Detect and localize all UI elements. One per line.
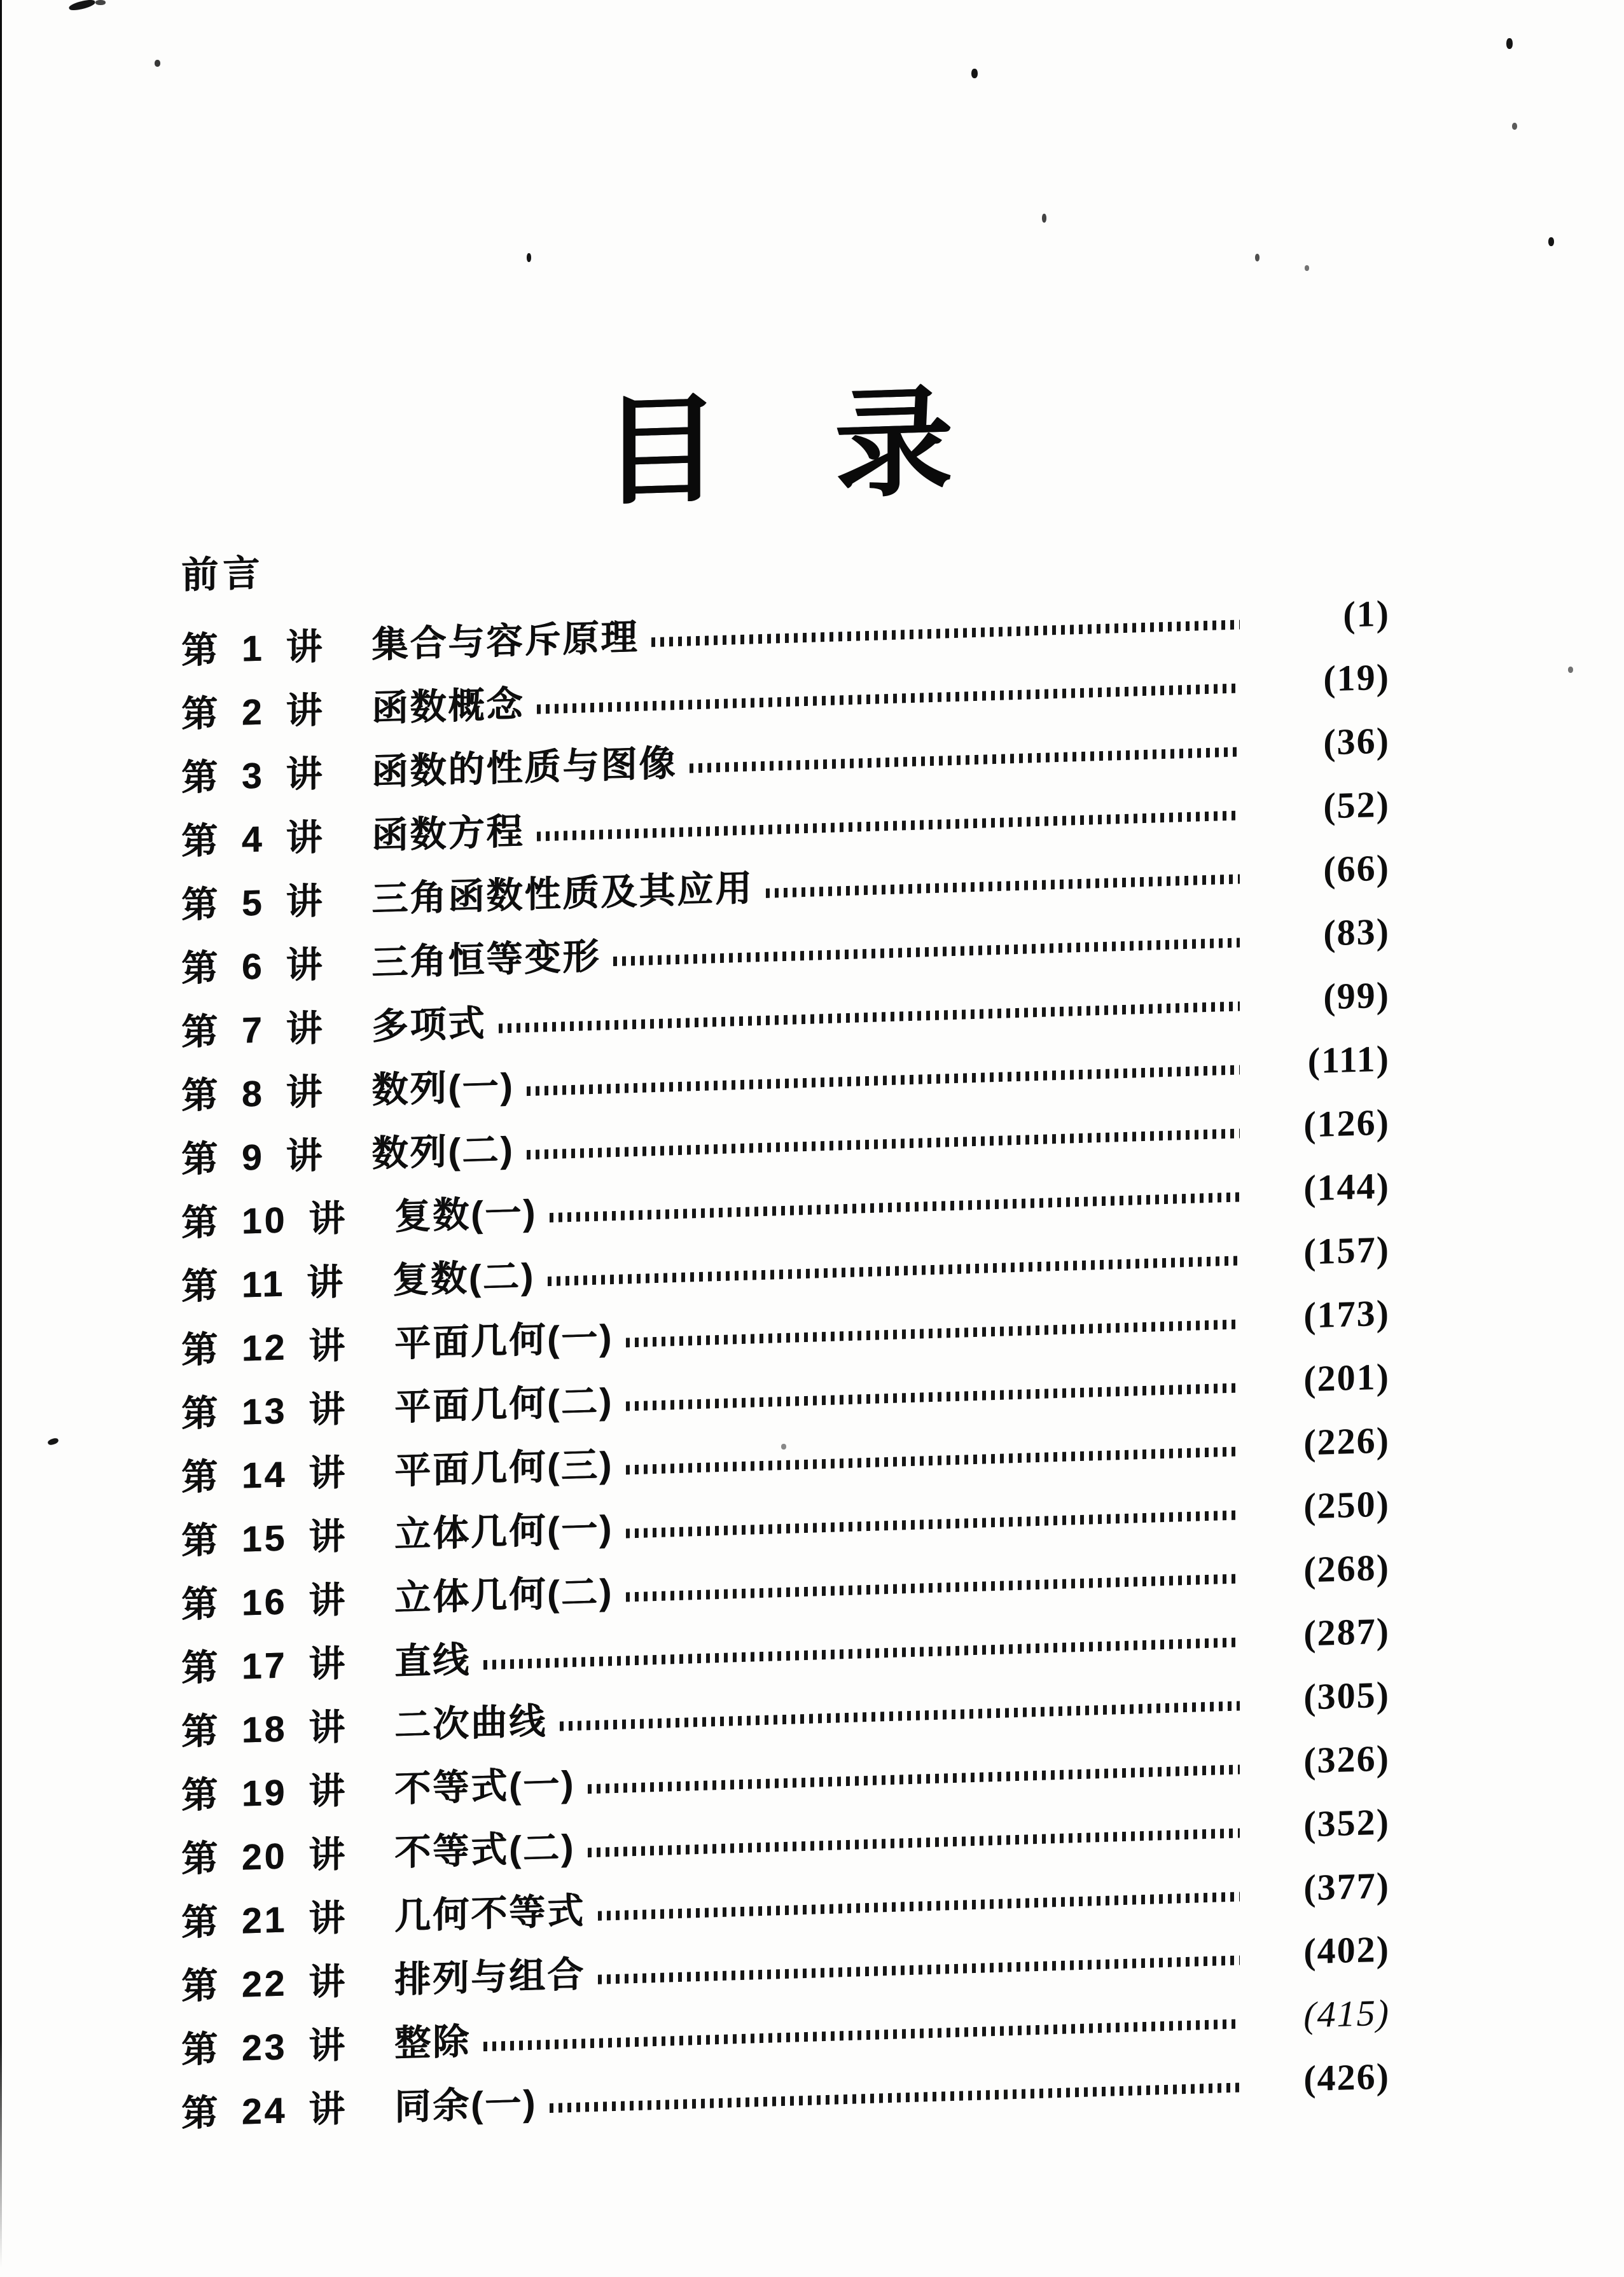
toc-entry-title: 同余(一) bbox=[394, 2082, 538, 2128]
toc-entry-label: 第 1 讲 bbox=[181, 626, 325, 672]
toc-entry-page: (99) bbox=[1323, 974, 1390, 1018]
dot-leader bbox=[613, 938, 1240, 966]
toc-entry-label: 第 20 讲 bbox=[181, 1834, 348, 1880]
dot-leader bbox=[537, 683, 1240, 714]
dot-leader bbox=[537, 810, 1240, 841]
toc-entry-label: 第 17 讲 bbox=[181, 1643, 348, 1689]
ink-speck bbox=[1512, 123, 1517, 130]
toc-entry-title: 立体几何(二) bbox=[394, 1572, 614, 1619]
toc-entry-title: 排列与组合 bbox=[394, 1954, 586, 2001]
toc-entry-label: 第 7 讲 bbox=[181, 1007, 325, 1053]
ink-speck bbox=[155, 60, 160, 67]
toc-entry-page: (250) bbox=[1303, 1483, 1390, 1527]
toc-entry-page: (226) bbox=[1303, 1419, 1390, 1464]
toc-entry-title: 三角恒等变形 bbox=[371, 936, 601, 984]
toc-entry-title: 几何不等式 bbox=[394, 1890, 586, 1937]
dot-leader bbox=[626, 1383, 1240, 1411]
toc-entry-page: (144) bbox=[1303, 1165, 1390, 1209]
toc-entry-label: 第 9 讲 bbox=[181, 1135, 325, 1180]
ink-speck bbox=[1548, 237, 1554, 246]
dot-leader bbox=[626, 1319, 1240, 1347]
toc-entry-label: 第 12 讲 bbox=[181, 1325, 348, 1371]
preface-label: 前言 bbox=[181, 552, 265, 597]
toc-entry-page: (19) bbox=[1323, 656, 1390, 700]
dot-leader bbox=[626, 1446, 1240, 1474]
toc-entry-label: 第 6 讲 bbox=[181, 944, 325, 990]
toc-entry-title: 立体几何(一) bbox=[394, 1508, 614, 1556]
toc-entry-label: 第 8 讲 bbox=[181, 1071, 325, 1117]
toc-entry-title: 函数的性质与图像 bbox=[371, 743, 677, 793]
ink-speck bbox=[1042, 214, 1046, 223]
toc-entry-page: (326) bbox=[1303, 1737, 1390, 1782]
dot-leader bbox=[560, 1701, 1240, 1731]
toc-entry-label: 第 4 讲 bbox=[181, 817, 325, 862]
toc-entry-page: (377) bbox=[1303, 1864, 1390, 1909]
toc-entry-title: 多项式 bbox=[371, 1003, 487, 1048]
toc-entry-label: 第 10 讲 bbox=[181, 1198, 348, 1244]
toc-entry-page: (305) bbox=[1303, 1673, 1390, 1718]
toc-entry-page: (36) bbox=[1323, 719, 1390, 763]
dot-leader bbox=[690, 747, 1240, 773]
dot-leader bbox=[626, 1510, 1240, 1538]
toc-entry-page: (126) bbox=[1303, 1101, 1390, 1145]
dot-leader bbox=[598, 1955, 1240, 1984]
toc-entry-label: 第 23 讲 bbox=[181, 2024, 348, 2071]
dot-leader bbox=[499, 1001, 1240, 1033]
toc-entry-page: (157) bbox=[1303, 1228, 1390, 1273]
dot-leader bbox=[626, 1574, 1240, 1602]
toc-entry-title: 直线 bbox=[394, 1639, 471, 1683]
toc-entry-label: 第 11 讲 bbox=[181, 1261, 345, 1308]
toc-entry-title: 数列(二) bbox=[371, 1129, 515, 1175]
toc-entry-label: 第 15 讲 bbox=[181, 1516, 348, 1562]
toc-entry-page: (83) bbox=[1323, 910, 1390, 954]
toc-entry-title: 不等式(二) bbox=[394, 1827, 576, 1874]
toc-entry-page: (268) bbox=[1303, 1546, 1390, 1591]
toc-entry-label: 第 19 讲 bbox=[181, 1770, 348, 1817]
toc-entry-title: 整除 bbox=[394, 2021, 471, 2065]
dot-leader bbox=[588, 1828, 1240, 1857]
toc-entry-title: 函数概念 bbox=[371, 684, 525, 730]
toc-entry-page: (66) bbox=[1323, 847, 1390, 890]
dot-leader bbox=[598, 1892, 1240, 1920]
dot-leader bbox=[548, 1256, 1240, 1286]
ink-speck bbox=[971, 69, 978, 78]
dot-leader bbox=[550, 2082, 1240, 2113]
toc-list bbox=[181, 594, 1390, 2157]
ink-speck bbox=[527, 253, 531, 262]
toc-entry-title: 平面几何(一) bbox=[394, 1317, 614, 1365]
toc-entry-page: (201) bbox=[1303, 1355, 1390, 1400]
toc-entry-title: 平面几何(三) bbox=[394, 1444, 614, 1492]
toc-entry-title: 三角函数性质及其应用 bbox=[371, 868, 754, 920]
page-title: 目 录 bbox=[602, 376, 957, 519]
ink-speck bbox=[781, 1444, 786, 1450]
toc-entry-page: (415) bbox=[1303, 1991, 1390, 2036]
toc-entry-page: (1) bbox=[1343, 592, 1390, 635]
dot-leader bbox=[527, 1065, 1240, 1096]
toc-entry-page: (287) bbox=[1303, 1610, 1390, 1654]
dot-leader bbox=[766, 874, 1240, 897]
dot-leader bbox=[527, 1128, 1240, 1159]
toc-entry-page: (402) bbox=[1303, 1928, 1390, 1972]
ink-speck bbox=[1255, 254, 1260, 261]
dot-leader bbox=[483, 1637, 1240, 1670]
dot-leader bbox=[588, 1764, 1240, 1794]
toc-entry-label: 第 14 讲 bbox=[181, 1452, 348, 1498]
toc-entry-label: 第 16 讲 bbox=[181, 1579, 348, 1626]
toc-entry-label: 第 3 讲 bbox=[181, 753, 325, 799]
ink-speck bbox=[1305, 265, 1309, 271]
toc-entry-title: 平面几何(二) bbox=[394, 1381, 614, 1429]
ink-speck bbox=[95, 0, 106, 5]
toc-entry-label: 第 2 讲 bbox=[181, 689, 325, 735]
toc-entry-page: (352) bbox=[1303, 1801, 1390, 1845]
toc-entry-title: 数列(一) bbox=[371, 1065, 515, 1111]
toc-entry-title: 集合与容斥原理 bbox=[371, 616, 639, 666]
toc-entry-title: 二次曲线 bbox=[394, 1701, 548, 1747]
toc-entry-title: 复数(二) bbox=[392, 1256, 535, 1301]
toc-entry-label: 第 5 讲 bbox=[181, 880, 325, 926]
toc-entry-title: 函数方程 bbox=[371, 811, 525, 857]
toc-entry-label: 第 18 讲 bbox=[181, 1706, 348, 1753]
ink-speck bbox=[1506, 38, 1513, 49]
toc-entry-page: (52) bbox=[1323, 783, 1390, 827]
toc-entry-label: 第 13 讲 bbox=[181, 1388, 348, 1435]
toc-entry-page: (426) bbox=[1303, 2055, 1390, 2100]
ink-speck bbox=[1568, 667, 1573, 673]
dot-leader bbox=[483, 2019, 1240, 2051]
toc-entry-label: 第 24 讲 bbox=[181, 2088, 348, 2135]
toc-entry-title: 复数(一) bbox=[394, 1192, 538, 1238]
toc-entry-title: 不等式(一) bbox=[394, 1763, 576, 1810]
toc-entry-label: 第 21 讲 bbox=[181, 1897, 348, 1944]
toc-entry-page: (111) bbox=[1307, 1037, 1390, 1082]
toc-entry-page: (173) bbox=[1303, 1292, 1390, 1336]
dot-leader bbox=[550, 1192, 1240, 1222]
dot-leader bbox=[651, 619, 1240, 647]
toc-entry-label: 第 22 讲 bbox=[181, 1961, 348, 2007]
